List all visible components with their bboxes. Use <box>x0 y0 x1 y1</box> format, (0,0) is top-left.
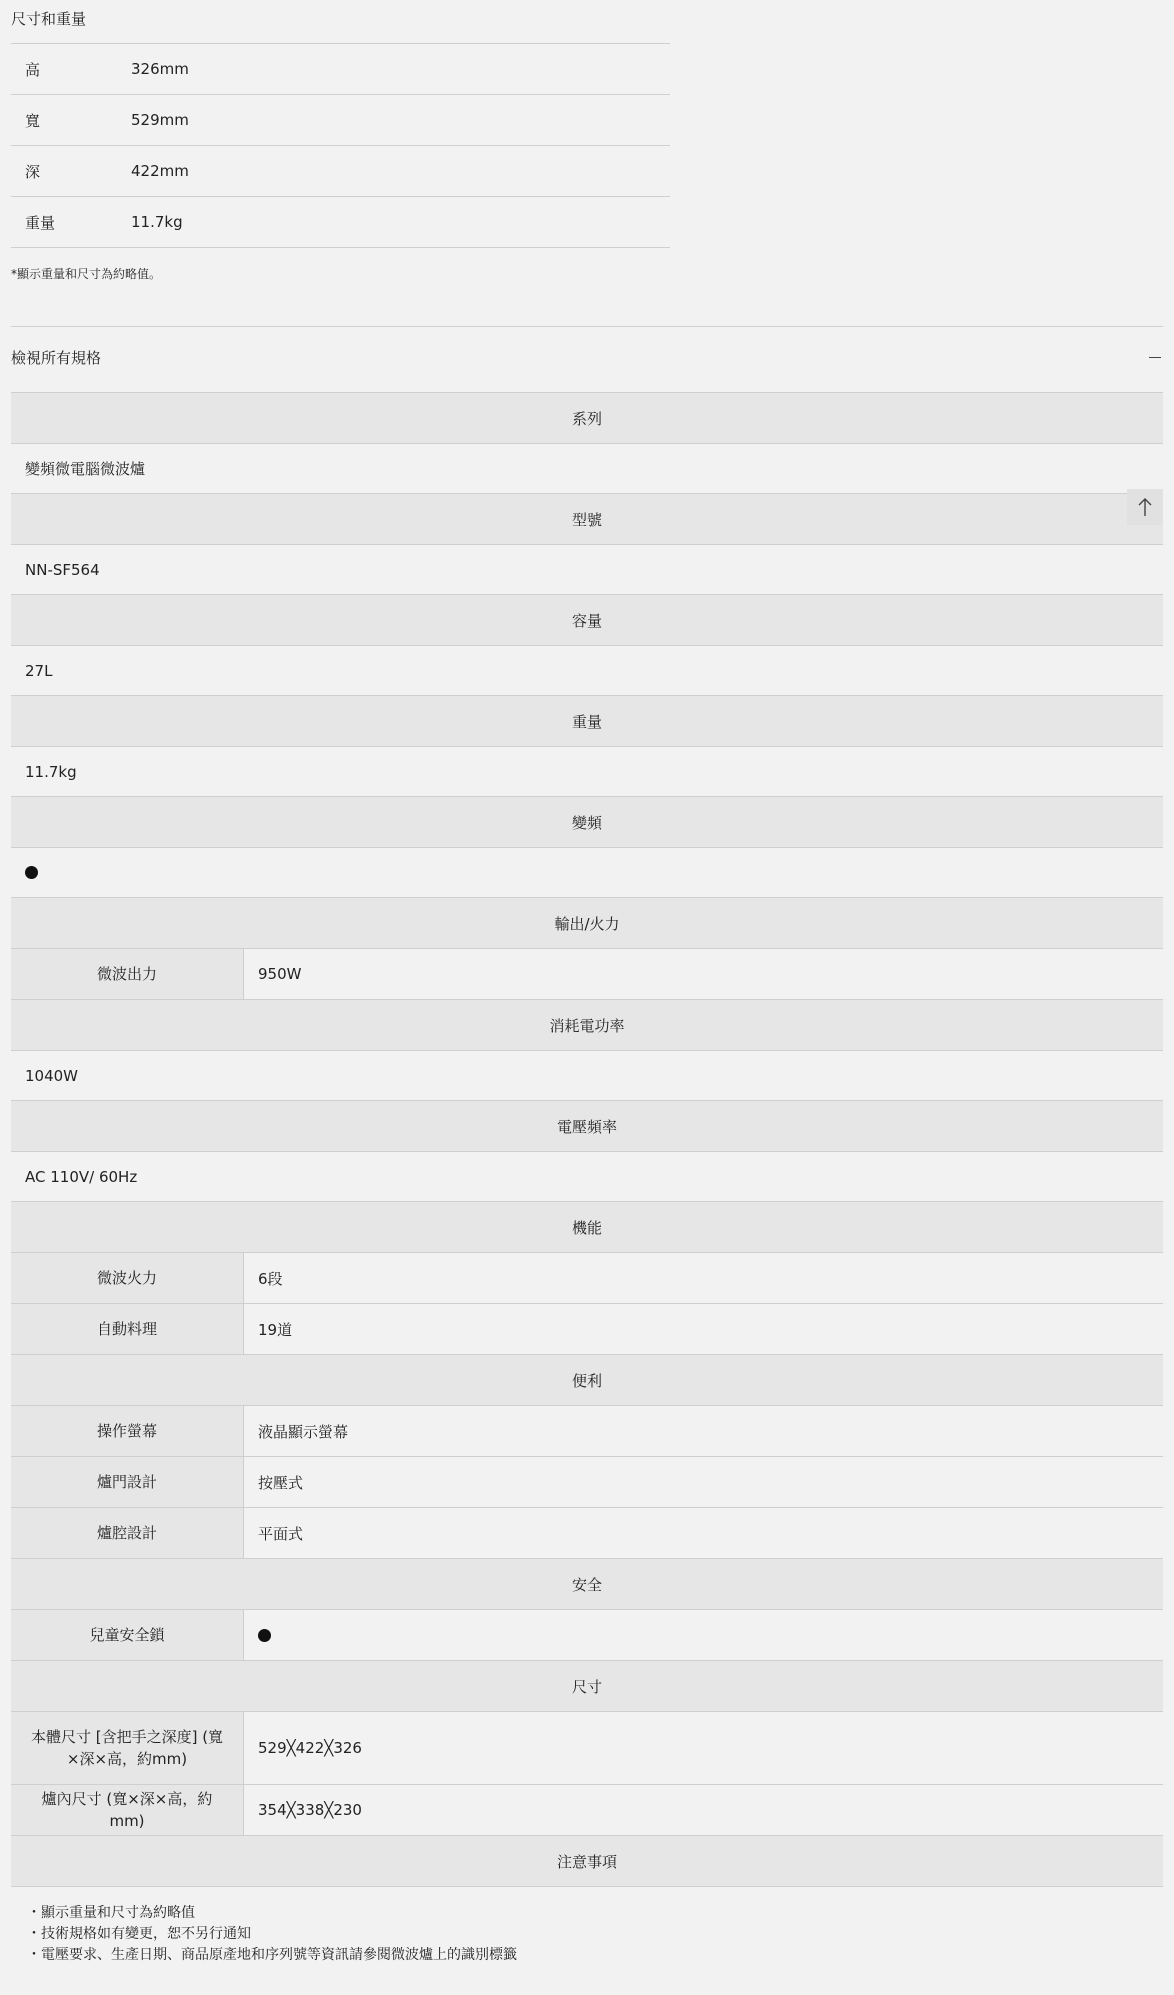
spec-header-convenience: 便利 <box>11 1355 1163 1406</box>
dimension-row-depth <box>11 146 670 197</box>
spec-label: 爐內尺寸 (寬×深×高，約mm) <box>11 1785 244 1835</box>
spec-value: 按壓式 <box>258 1473 304 1492</box>
minus-icon[interactable] <box>1149 357 1161 358</box>
spec-value-weight: 11.7kg <box>11 747 1163 797</box>
spec-header-series: 系列 <box>11 393 1163 444</box>
spec-header-weight: 重量 <box>11 696 1163 747</box>
spec-label: 自動料理 <box>11 1304 244 1354</box>
dimensions-title: 尺寸和重量 <box>11 10 87 28</box>
spec-header-power: 消耗電功率 <box>11 1000 1163 1051</box>
spec-header-model-label: 型號 <box>571 510 602 529</box>
spec-label: 微波出力 <box>11 949 244 999</box>
spec-value: 平面式 <box>258 1524 304 1543</box>
spec-value-series: 變頻微電腦微波爐 <box>11 444 1163 494</box>
list-item: ・ 顯示重量和尺寸為約略值 <box>27 1903 1163 1924</box>
spec-header-safety: 安全 <box>11 1559 1163 1610</box>
spec-header-functions: 機能 <box>11 1202 1163 1253</box>
spec-header-notes: 注意事項 <box>11 1836 1163 1887</box>
notes-list <box>11 1887 1163 1966</box>
spec-header-output: 輸出/火力 <box>11 898 1163 949</box>
dimension-label: 高 <box>25 60 41 79</box>
spec-value: 6段 <box>258 1269 283 1288</box>
spec-value-model: NN-SF564 <box>11 545 1163 595</box>
spec-header-size: 尺寸 <box>11 1661 1163 1712</box>
spec-header-voltage: 電壓頻率 <box>11 1101 1163 1152</box>
spec-table <box>11 392 1163 1966</box>
dimension-label: 深 <box>25 162 41 181</box>
list-item: ・ 技術規格如有變更，恕不另行通知 <box>27 1924 1163 1945</box>
spec-label: 本體尺寸 [含把手之深度] (寬×深×高，約mm) <box>11 1712 244 1784</box>
spec-label: 微波火力 <box>11 1253 244 1303</box>
spec-label: 爐腔設計 <box>11 1508 244 1558</box>
dimension-value: 11.7kg <box>131 213 183 231</box>
filled-dot-icon <box>258 1629 271 1642</box>
dimension-row-width <box>11 95 670 146</box>
spec-row-cavity <box>11 1508 1163 1559</box>
spec-value: 529╳422╳326 <box>258 1739 362 1757</box>
dimension-value: 422mm <box>131 162 189 180</box>
dimension-value: 529mm <box>131 111 189 129</box>
dimension-value: 326mm <box>131 60 189 78</box>
dimension-row-height <box>11 44 670 95</box>
spec-label: 爐門設計 <box>11 1457 244 1507</box>
spec-row-output <box>11 949 1163 1000</box>
back-to-top-button[interactable] <box>1127 489 1163 525</box>
list-item: ・ 電壓要求、生產日期、商品原產地和序列號等資訊請參閱微波爐上的識別標籤 <box>27 1945 1163 1966</box>
spec-header-inverter: 變頻 <box>11 797 1163 848</box>
dimension-row-weight <box>11 197 670 248</box>
spec-row-microwave-power <box>11 1253 1163 1304</box>
spec-value-capacity: 27L <box>11 646 1163 696</box>
spec-row-body-size <box>11 1712 1163 1785</box>
spec-label: 操作螢幕 <box>11 1406 244 1456</box>
divider <box>11 326 1163 327</box>
dimensions-note: *顯示重量和尺寸為約略值。 <box>11 267 162 281</box>
view-all-specs-label: 檢視所有規格 <box>11 349 102 367</box>
spec-value-voltage: AC 110V/ 60Hz <box>11 1152 1163 1202</box>
dimensions-table <box>11 43 670 248</box>
spec-row-child-lock <box>11 1610 1163 1661</box>
filled-dot-icon <box>25 866 38 879</box>
dimension-label: 寬 <box>25 111 41 130</box>
spec-value <box>244 1610 1163 1660</box>
spec-row-auto-cook <box>11 1304 1163 1355</box>
spec-value: 950W <box>258 965 302 983</box>
spec-value-inverter <box>11 848 1163 898</box>
spec-value-power: 1040W <box>11 1051 1163 1101</box>
spec-value: 19道 <box>258 1320 293 1339</box>
spec-value: 液晶顯示螢幕 <box>258 1422 349 1441</box>
dimension-label: 重量 <box>25 213 56 232</box>
spec-row-door <box>11 1457 1163 1508</box>
spec-label: 兒童安全鎖 <box>11 1610 244 1660</box>
spec-value: 354╳338╳230 <box>258 1801 362 1819</box>
arrow-up-icon <box>1137 497 1153 517</box>
spec-header-model <box>11 494 1163 545</box>
spec-row-cavity-size <box>11 1785 1163 1836</box>
view-all-specs-toggle[interactable] <box>11 347 1163 368</box>
spec-header-capacity: 容量 <box>11 595 1163 646</box>
spec-row-display <box>11 1406 1163 1457</box>
